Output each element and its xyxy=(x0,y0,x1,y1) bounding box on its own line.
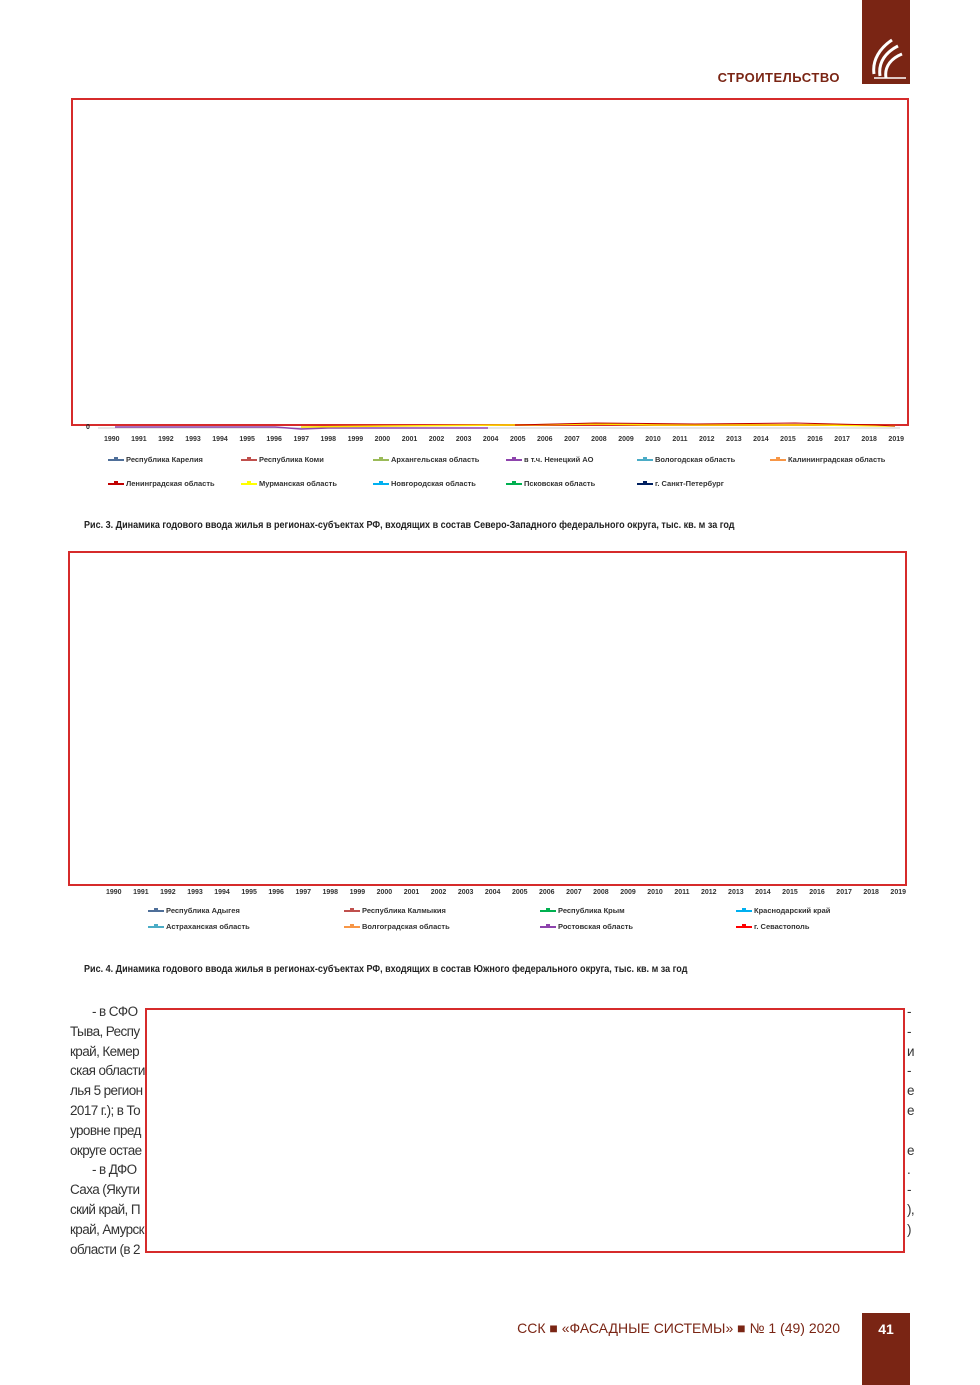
year-tick-label: 1995 xyxy=(241,889,257,896)
legend-label: Республика Адыгея xyxy=(166,906,240,915)
legend-item xyxy=(736,922,809,931)
legend-label: Краснодарский край xyxy=(754,906,831,915)
legend-label: Астраханская область xyxy=(166,922,250,931)
year-tick-label: 2000 xyxy=(376,889,393,896)
legend-item xyxy=(148,922,250,931)
year-tick-label: 1992 xyxy=(160,889,176,896)
year-tick-label: 2012 xyxy=(698,436,715,443)
year-tick-label: 2017 xyxy=(834,436,850,443)
legend-swatch-icon xyxy=(506,459,522,461)
text-line-end: и xyxy=(907,1043,914,1059)
text-line-end: е xyxy=(907,1103,914,1118)
year-tick-label: 1994 xyxy=(212,436,228,443)
year-tick-label: 2018 xyxy=(861,436,877,443)
text-line: уровне пред xyxy=(70,1122,141,1138)
year-tick-label: 2015 xyxy=(780,436,796,443)
text-line: лья 5 регион xyxy=(70,1083,143,1099)
year-tick-label: 2002 xyxy=(430,889,447,896)
year-tick-label: 1999 xyxy=(347,436,364,443)
legend-swatch-icon xyxy=(540,926,556,928)
legend-item xyxy=(506,479,595,488)
text-line-end: ), xyxy=(907,1202,915,1217)
legend-label: Республика Калмыкия xyxy=(362,906,446,915)
year-tick-label: 1997 xyxy=(295,889,312,896)
legend-item xyxy=(506,455,593,464)
year-tick-label: 2018 xyxy=(863,889,879,896)
legend-label: Мурманская область xyxy=(259,479,337,488)
text-line-end: - xyxy=(907,1004,911,1019)
legend-item xyxy=(108,455,203,464)
legend-item xyxy=(344,922,450,931)
year-tick-label: 2013 xyxy=(726,436,742,443)
year-tick-label: 2004 xyxy=(482,436,499,443)
text-line-end: ) xyxy=(907,1221,911,1237)
text-line: округе остае xyxy=(70,1142,142,1158)
legend-label: Ростовская область xyxy=(558,922,634,931)
year-tick-label: 2000 xyxy=(374,436,391,443)
text-line: - в ДФО xyxy=(92,1162,137,1178)
legend-label: Волгоградская область xyxy=(362,922,450,931)
legend-label: Вологодская область xyxy=(655,455,736,464)
year-tick-label: 2001 xyxy=(401,436,418,443)
page-number: 41 xyxy=(862,1313,910,1385)
year-tick-label: 2005 xyxy=(509,436,526,443)
legend-label: Республика Коми xyxy=(259,455,324,464)
legend-item xyxy=(770,455,885,464)
year-tick-label: 1996 xyxy=(268,889,284,896)
year-tick-label: 2013 xyxy=(728,889,744,896)
brand-logo-box xyxy=(862,0,910,84)
legend-swatch-icon xyxy=(637,459,653,461)
text-line: - в СФО xyxy=(92,1004,138,1019)
year-tick-label: 1996 xyxy=(266,436,282,443)
chart3-series-traces xyxy=(95,422,905,434)
text-line-end: - xyxy=(907,1063,911,1079)
text-line-end: е xyxy=(907,1083,914,1099)
year-tick-label: 1993 xyxy=(185,436,201,443)
legend-swatch-icon xyxy=(241,459,257,461)
year-tick-label: 2014 xyxy=(755,889,771,896)
redacted-chart-area xyxy=(71,98,909,426)
text-line: Саха (Якути xyxy=(70,1182,140,1198)
year-tick-label: 2012 xyxy=(700,889,717,896)
year-tick-label: 1992 xyxy=(158,436,174,443)
legend-item xyxy=(108,479,215,488)
text-line: ский край, П xyxy=(70,1202,140,1217)
chart3-x-axis-years xyxy=(104,436,904,443)
year-tick-label: 1993 xyxy=(187,889,203,896)
footer-journal: ССК ■ «ФАСАДНЫЕ СИСТЕМЫ» ■ № 1 (49) 2020 xyxy=(517,1320,840,1336)
legend-item xyxy=(637,455,735,464)
legend-swatch-icon xyxy=(736,926,752,928)
legend-label: Республика Карелия xyxy=(126,455,203,464)
legend-swatch-icon xyxy=(373,483,389,485)
legend-swatch-icon xyxy=(540,910,556,912)
text-line: край, Амурск xyxy=(70,1221,144,1237)
legend-swatch-icon xyxy=(506,483,522,485)
figure4-caption: Рис. 4. Динамика годового ввода жилья в регионах-субъектах РФ, входящих в состав Южного федерального округа, тыс. кв. м за год xyxy=(84,963,688,975)
text-line-end: - xyxy=(907,1023,911,1039)
year-tick-label: 2001 xyxy=(403,889,420,896)
year-tick-label: 2015 xyxy=(782,889,798,896)
legend-label: Калининградская область xyxy=(788,455,886,464)
year-tick-label: 2010 xyxy=(647,889,663,896)
year-tick-label: 1998 xyxy=(322,889,339,896)
year-tick-label: 1995 xyxy=(239,436,255,443)
facade-logo-icon xyxy=(862,0,910,84)
legend-swatch-icon xyxy=(344,910,360,912)
legend-label: Ленинградская область xyxy=(126,479,215,488)
figure3-caption: Рис. 3. Динамика годового ввода жилья в регионах-субъектах РФ, входящих в состав Северо-Западного федерального округа, тыс. кв. м за год xyxy=(84,519,735,531)
legend-item xyxy=(373,479,476,488)
year-tick-label: 2008 xyxy=(591,436,607,443)
year-tick-label: 2006 xyxy=(537,436,553,443)
text-line: 2017 г.); в То xyxy=(70,1103,141,1118)
year-tick-label: 2007 xyxy=(566,889,582,896)
year-tick-label: 2017 xyxy=(836,889,852,896)
legend-item xyxy=(148,906,240,915)
year-tick-label: 2009 xyxy=(618,436,634,443)
legend-label: Архангельская область xyxy=(391,455,480,464)
year-tick-label: 2019 xyxy=(888,436,904,443)
legend-swatch-icon xyxy=(148,910,164,912)
legend-item xyxy=(637,479,724,488)
year-tick-label: 2010 xyxy=(645,436,661,443)
text-line: области (в 2 xyxy=(70,1241,140,1257)
series-murmansk xyxy=(301,424,895,427)
legend-item xyxy=(736,906,830,915)
text-line-end: е xyxy=(907,1142,914,1158)
year-tick-label: 2019 xyxy=(890,889,906,896)
legend-swatch-icon xyxy=(770,459,786,461)
legend-swatch-icon xyxy=(637,483,653,485)
legend-label: Новгородская область xyxy=(391,479,476,488)
year-tick-label: 2016 xyxy=(809,889,825,896)
legend-swatch-icon xyxy=(148,926,164,928)
text-line-end: - xyxy=(907,1182,911,1198)
year-tick-label: 2004 xyxy=(484,889,501,896)
legend-label: Республика Крым xyxy=(558,906,625,915)
year-tick-label: 2008 xyxy=(593,889,609,896)
legend-item xyxy=(241,479,337,488)
legend-label: г. Санкт-Петербург xyxy=(655,479,724,488)
y-axis-zero-label: 0 xyxy=(86,424,90,431)
year-tick-label: 1997 xyxy=(293,436,310,443)
year-tick-label: 2011 xyxy=(672,436,688,443)
year-tick-label: 2007 xyxy=(564,436,580,443)
year-tick-label: 1990 xyxy=(106,889,122,896)
legend-item xyxy=(241,455,324,464)
section-title: СТРОИТЕЛЬСТВО xyxy=(717,70,840,85)
year-tick-label: 2016 xyxy=(807,436,823,443)
year-tick-label: 2003 xyxy=(455,436,472,443)
legend-item xyxy=(540,922,633,931)
year-tick-label: 2002 xyxy=(428,436,445,443)
year-tick-label: 1991 xyxy=(131,436,147,443)
year-tick-label: 1990 xyxy=(104,436,120,443)
legend-swatch-icon xyxy=(373,459,389,461)
year-tick-label: 1991 xyxy=(133,889,149,896)
legend-item xyxy=(373,455,479,464)
year-tick-label: 2005 xyxy=(511,889,528,896)
legend-label: г. Севастополь xyxy=(754,922,810,931)
legend-item xyxy=(540,906,625,915)
legend-item xyxy=(344,906,446,915)
year-tick-label: 1994 xyxy=(214,889,230,896)
year-tick-label: 1999 xyxy=(349,889,366,896)
legend-swatch-icon xyxy=(736,910,752,912)
year-tick-label: 1998 xyxy=(320,436,337,443)
legend-swatch-icon xyxy=(108,459,124,461)
legend-swatch-icon xyxy=(344,926,360,928)
text-line: Тыва, Респу xyxy=(70,1023,140,1039)
legend-label: в т.ч. Ненецкий АО xyxy=(524,455,594,464)
text-line: край, Кемер xyxy=(70,1043,140,1059)
legend-swatch-icon xyxy=(241,483,257,485)
text-line: ская области xyxy=(70,1063,145,1079)
year-tick-label: 2011 xyxy=(674,889,690,896)
redacted-text-area xyxy=(145,1008,905,1253)
redacted-chart-area xyxy=(68,551,907,886)
year-tick-label: 2006 xyxy=(539,889,555,896)
legend-label: Псковская область xyxy=(524,479,596,488)
year-tick-label: 2009 xyxy=(620,889,636,896)
year-tick-label: 2003 xyxy=(457,889,474,896)
year-tick-label: 2014 xyxy=(753,436,769,443)
text-line-end: . xyxy=(907,1162,911,1178)
legend-swatch-icon xyxy=(108,483,124,485)
chart4-x-axis-years xyxy=(106,889,906,896)
